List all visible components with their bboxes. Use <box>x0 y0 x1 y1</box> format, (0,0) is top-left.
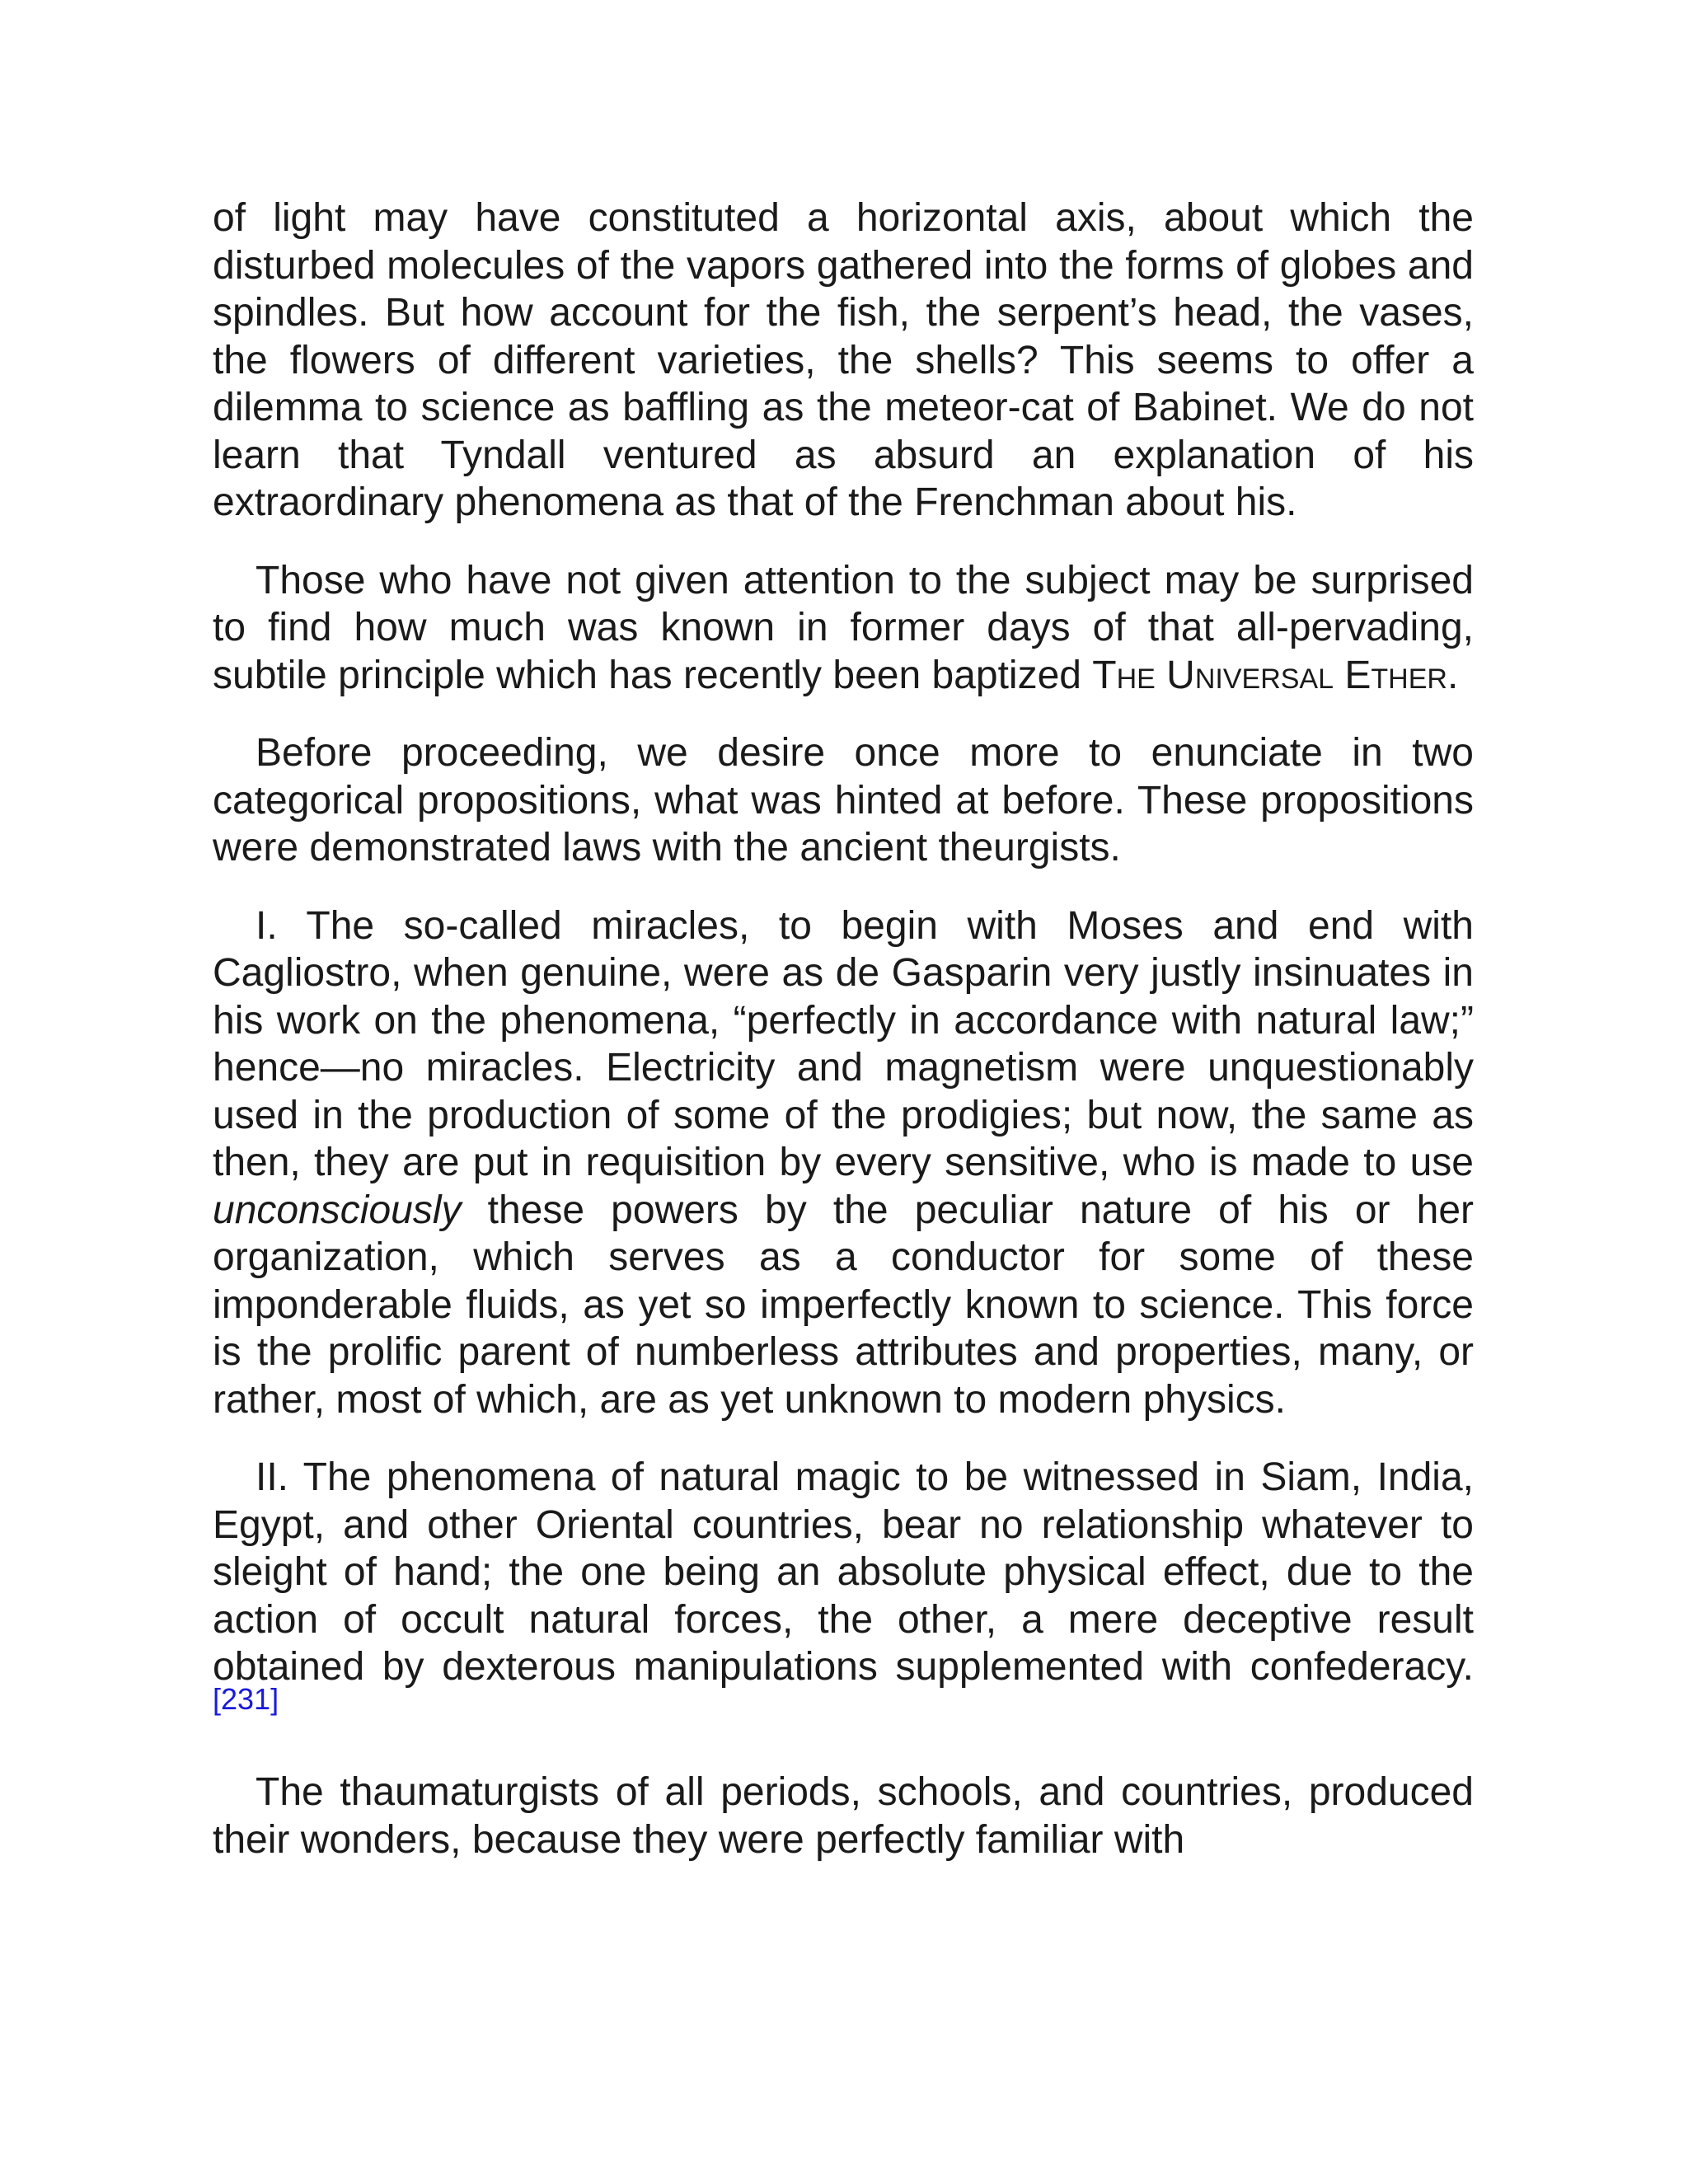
paragraph-4 <box>213 902 1474 1424</box>
universal-ether-smallcaps: The Universal Ether <box>1092 653 1447 697</box>
paragraph-4-end: these powers by the peculiar nature of his or her organization, which serves as a conductor for some of these imponderable fluids, as yet so imperfectly known to science. This force is the prolific parent of numberless attributes and properties, many, or rather, most of which, are as yet unknown to modern physics. <box>213 1188 1474 1422</box>
paragraph-1-text: of light may have constituted a horizontal axis, about which the disturbed molecules of the vapors gathered into the forms of globes and spindles. But how account for the fish, the serpent’s head, the vases, the flowers of different varieties, the shells? This seems to offer a dilemma to science as baffling as the meteor-cat of Babinet. We do not learn that Tyndall ventured as absurd an explanation of his extraordinary phenomena as that of the Frenchman about his. <box>213 196 1474 524</box>
paragraph-2-text: Those who have not given attention to the subject may be surprised to find how much was known in former days of that all-pervading, subtile principle which has recently been baptized <box>213 558 1474 697</box>
paragraph-3 <box>213 729 1474 872</box>
paragraph-2-end: . <box>1447 653 1459 697</box>
paragraph-5 <box>213 1454 1474 1738</box>
paragraph-2 <box>213 557 1474 700</box>
paragraph-6-text: The thaumaturgists of all periods, schools, and countries, produced their wonders, because they were perfectly familiar with <box>213 1770 1474 1862</box>
paragraph-4-text: I. The so-called miracles, to begin with Moses and end with Cagliostro, when genuine, were as de Gasparin very justly insinuates in his work on the phenomena, “perfectly in accordance with natural law;” hence—no miracles. Electricity and magnetism were unquestionably used in the production of some of the prodigies; but now, the same as then, they are put in requisition by every sensitive, who is made to use <box>213 903 1474 1184</box>
paragraph-3-text: Before proceeding, we desire once more to enunciate in two categorical propositions, what was hinted at before. These propositions were demonstrated laws with the ancient theurgists. <box>213 731 1474 869</box>
footnote-link-231[interactable]: [231] <box>213 1681 279 1716</box>
unconsciously-italic: unconsciously <box>213 1188 462 1232</box>
paragraph-5-text: II. The phenomena of natural magic to be witnessed in Siam, India, Egypt, and other Oriental countries, bear no relationship whatever to sleight of hand; the one being an absolute physical effect, due to the action of occult natural forces, the other, a mere deceptive result obtained by dexterous manipulations supplemented with confederacy. <box>213 1455 1474 1689</box>
paragraph-1 <box>213 194 1474 527</box>
paragraph-6 <box>213 1769 1474 1863</box>
